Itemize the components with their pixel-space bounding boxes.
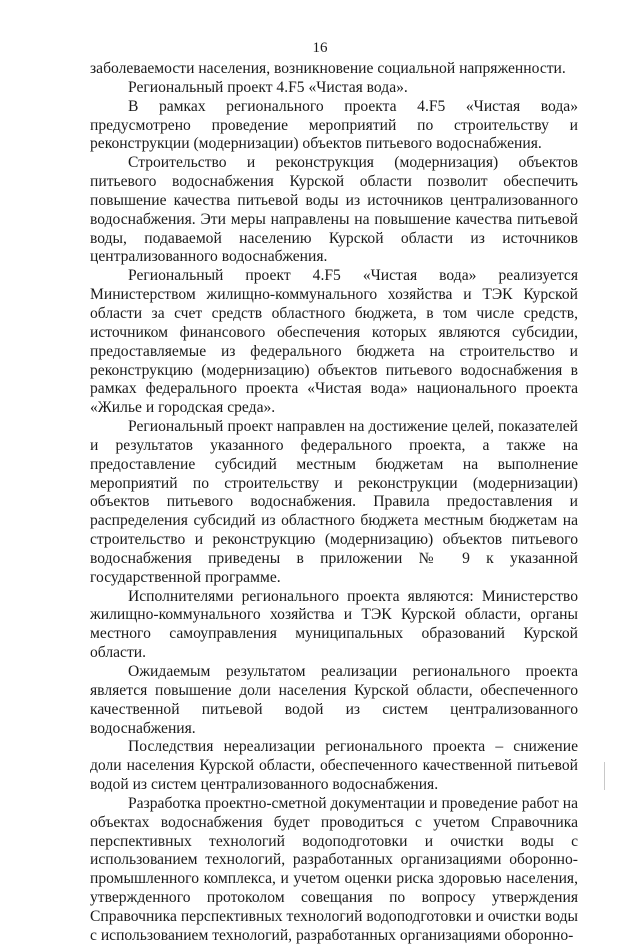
paragraph: Исполнителями регионального проекта являются: Министерство жилищно-коммунального хозяйства и ТЭК Курской области, органы местного самоуправления муниципальных образований Курской области. (90, 587, 578, 662)
paragraph: Региональный проект направлен на достижение целей, показателей и результатов указанного федерального проекта, а также на предоставление субсидий местным бюджетам на выполнение мероприятий по строительству и реконструкции (модернизации) объектов питьевого водоснабжения. Правила предоставления и распределения субсидий из областного бюджета местным бюджетам на строительство и реконструкцию (модернизацию) объектов питьевого водоснабжения приведены в приложении № 9 к указанной государственной программе. (90, 418, 578, 586)
scan-artifact-line (604, 762, 605, 790)
paragraph: Ожидаемым результатом реализации регионального проекта является повышение доли населения Курской области, обеспеченного качественной питьевой водой из систем централизованного водоснабжения. (90, 663, 578, 737)
paragraph: Региональный проект 4.F5 «Чистая вода» реализуется Министерством жилищно-коммунального хозяйства и ТЭК Курской области за счет средств областного бюджета, в том числе средств, источником финансового обеспечения которых являются субсидии, предоставляемые из федерального бюджета на строительство и реконструкцию (модернизацию) объектов питьевого водоснабжения в рамках федерального проекта «Чистая вода» национального проекта «Жилье и городская среда». (90, 267, 578, 417)
document-body (90, 60, 578, 946)
page-number: 16 (312, 40, 328, 56)
paragraph: Строительство и реконструкция (модернизация) объектов питьевого водоснабжения Курской области позволит обеспечить повышение качества питьевой воды из источников централизованного водоснабжения. Эти меры направлены на повышение качества питьевой воды, подаваемой населению Курской области из источников централизованного водоснабжения. (90, 154, 578, 266)
paragraph: В рамках регионального проекта 4.F5 «Чистая вода» предусмотрено проведение мероприятий по строительству и реконструкции (модернизации) объектов питьевого водоснабжения. (90, 97, 578, 153)
paragraph-continuation: заболеваемости населения, возникновение социальной напряженности. (90, 60, 566, 77)
paragraph: Разработка проектно-сметной документации и проведение работ на объектах водоснабжения будет проводиться с учетом Справочника перспективных технологий водоподготовки и очистки воды с использованием технологий, разработанных организациями оборонно-промышленного комплекса, и учетом оценки риска здоровью населения, утвержденного протоколом совещания по вопросу утверждения Справочника перспективных технологий водоподготовки и очистки воды с использованием технологий, разработанных организациями оборонно- (90, 794, 578, 944)
section-heading: Региональный проект 4.F5 «Чистая вода». (128, 78, 408, 96)
paragraph: Последствия нереализации регионального проекта – снижение доли населения Курской области, обеспеченного качественной питьевой водой из систем централизованного водоснабжения. (90, 738, 578, 794)
